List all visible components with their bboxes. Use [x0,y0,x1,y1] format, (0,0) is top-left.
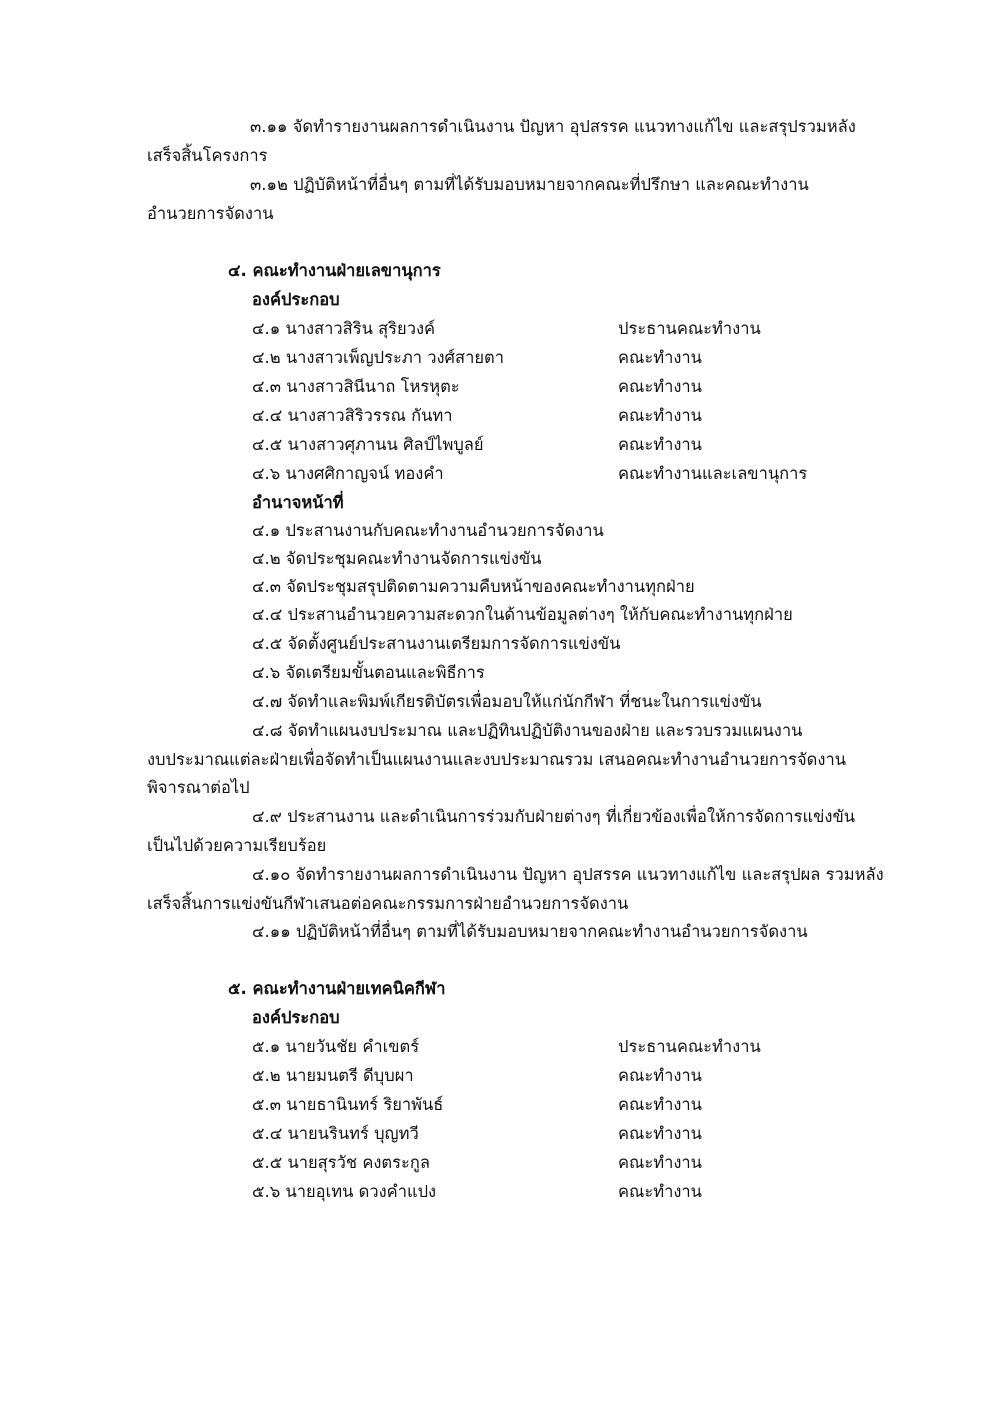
member-name: ๕.๕ นายสุรวัช คงตระกูล [252,1153,430,1172]
member-role: คณะทำงาน [618,1095,702,1114]
item-4-10-line1: ๔.๑๐ จัดทำรายงานผลการดำเนินงาน ปัญหา อุปสรรค แนวทางแก้ไข และสรุปผล รวมหลัง [252,865,884,884]
duty-item: ๔.๓ จัดประชุมสรุปติดตามความคืบหน้าของคณะทำงานทุกฝ่าย [252,577,695,596]
member-name: ๔.๕ นางสาวศุภานน ศิลป์ไพบูลย์ [252,435,484,454]
member-name: ๕.๖ นายอุเทน ดวงคำแปง [252,1182,437,1201]
duty-item: ๔.๑ ประสานงานกับคณะทำงานอำนวยการจัดงาน [252,521,604,540]
member-name: ๕.๒ นายมนตรี ดีบุบผา [252,1066,414,1085]
item-4-11: ๔.๑๑ ปฏิบัติหน้าที่อื่นๆ ตามที่ได้รับมอบหมายจากคณะทำงานอำนวยการจัดงาน [252,922,808,941]
duty-item: ๔.๒ จัดประชุมคณะทำงานจัดการแข่งขัน [252,549,542,568]
member-name: ๕.๔ นายนรินทร์ บุญทวี [252,1124,419,1143]
duty-item: ๔.๖ จัดเตรียมขั้นตอนและพิธีการ [252,663,485,682]
section-4-duties-label: อำนาจหน้าที่ [252,493,344,512]
member-role: คณะทำงาน [618,1182,702,1201]
member-role: คณะทำงาน [618,1066,702,1085]
item-3-12-line1: ๓.๑๒ ปฏิบัติหน้าที่อื่นๆ ตามที่ได้รับมอบหมายจากคณะที่ปรึกษา และคณะทำงาน [250,175,809,194]
item-3-11-line1: ๓.๑๑ จัดทำรายงานผลการดำเนินงาน ปัญหา อุปสรรค แนวทางแก้ไข และสรุปรวมหลัง [250,117,856,136]
member-name: ๕.๑ นายวันชัย คำเขตร์ [252,1037,420,1056]
member-role: คณะทำงาน [618,377,702,396]
member-role: คณะทำงาน [618,348,702,367]
item-4-9-line1: ๔.๙ ประสานงาน และดำเนินการร่วมกับฝ่ายต่างๆ ที่เกี่ยวข้องเพื่อให้การจัดการแข่งขัน [252,807,856,826]
item-3-11-line2: เสร็จสิ้นโครงการ [147,146,268,165]
member-role: ประธานคณะทำงาน [618,1037,761,1056]
member-name: ๔.๖ นางศศิกาญจน์ ทองคำ [252,464,444,483]
member-name: ๕.๓ นายธานินทร์ ริยาพันธ์ [252,1095,444,1114]
member-name: ๔.๔ นางสาวสิริวรรณ กันทา [252,406,453,425]
item-4-9-line2: เป็นไปด้วยความเรียบร้อย [147,836,327,855]
section-5-composition-label: องค์ประกอบ [252,1008,340,1027]
section-4-heading: ๔. คณะทำงานฝ่ายเลขานุการ [228,261,441,280]
item-4-10-line2: เสร็จสิ้นการแข่งขันกีฬาเสนอต่อคณะกรรมการฝ่ายอำนวยการจัดงาน [147,894,629,913]
member-role: ประธานคณะทำงาน [618,319,761,338]
duty-item: ๔.๗ จัดทำและพิมพ์เกียรติบัตรเพื่อมอบให้แก่นักกีฬา ที่ชนะในการแข่งขัน [252,692,762,711]
member-role: คณะทำงาน [618,1124,702,1143]
member-role: คณะทำงาน [618,406,702,425]
duty-item: ๔.๔ ประสานอำนวยความสะดวกในด้านข้อมูลต่างๆ ให้กับคณะทำงานทุกฝ่าย [252,605,793,624]
member-role: คณะทำงาน [618,435,702,454]
member-name: ๔.๒ นางสาวเพ็ญประภา วงศ์สายตา [252,348,504,367]
member-role: คณะทำงาน [618,1153,702,1172]
item-4-8-line3: พิจารณาต่อไป [147,778,250,797]
section-4-composition-label: องค์ประกอบ [252,290,340,309]
item-3-12-line2: อำนวยการจัดงาน [147,204,274,223]
member-name: ๔.๓ นางสาวสินีนาถ โหรหุตะ [252,377,460,396]
member-name: ๔.๑ นางสาวสิริน สุริยวงค์ [252,319,436,338]
item-4-8-line1: ๔.๘ จัดทำแผนงบประมาณ และปฏิทินปฏิบัติงานของฝ่าย และรวบรวมแผนงาน [252,721,803,740]
item-4-8-line2: งบประมาณแต่ละฝ่ายเพื่อจัดทำเป็นแผนงานและงบประมาณรวม เสนอคณะทำงานอำนวยการจัดงาน [147,750,847,769]
member-role: คณะทำงานและเลขานุการ [618,464,808,483]
duty-item: ๔.๕ จัดตั้งศูนย์ประสานงานเตรียมการจัดการแข่งขัน [252,634,621,653]
section-5-heading: ๕. คณะทำงานฝ่ายเทคนิคกีฬา [228,979,446,998]
